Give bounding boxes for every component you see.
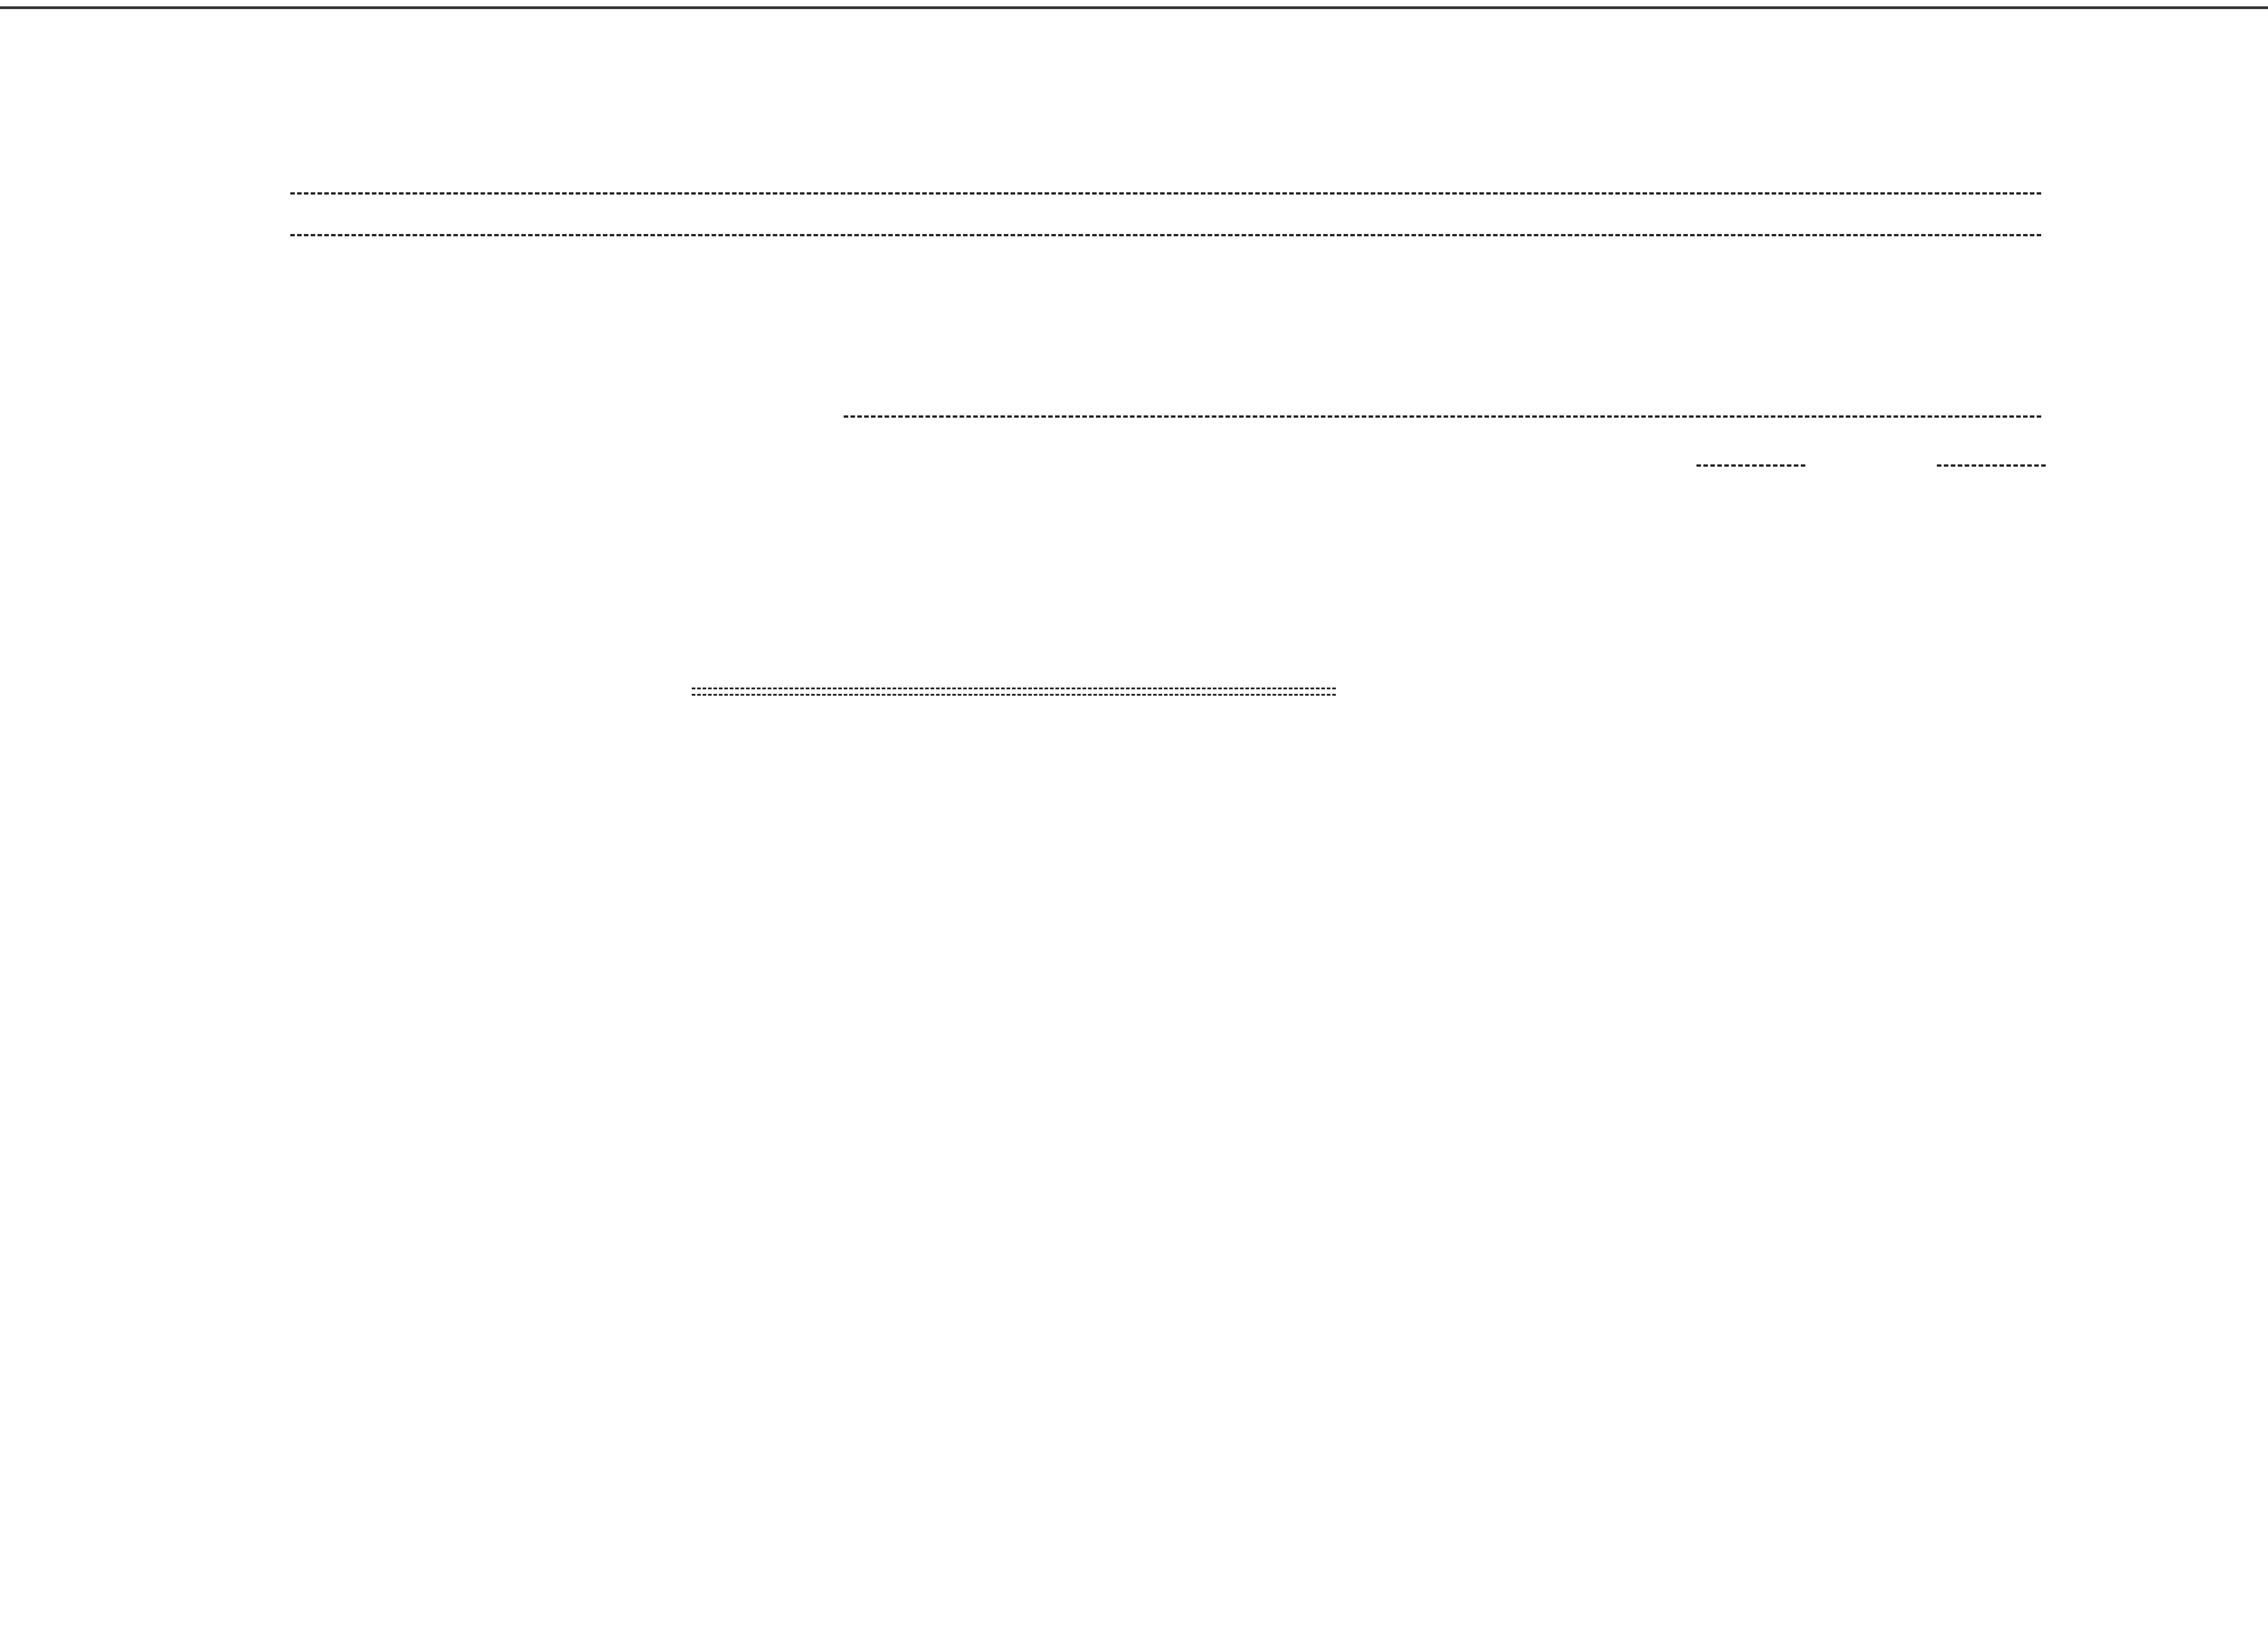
section-title-underline [692,688,1336,696]
paper-top-edge [0,6,2268,9]
column-header-rule [290,234,2041,236]
header-rule [290,192,2041,195]
section-total-rule [844,415,2041,418]
section-total-rule-8 [1696,464,1805,467]
section-total-rule-10 [1937,464,2046,467]
